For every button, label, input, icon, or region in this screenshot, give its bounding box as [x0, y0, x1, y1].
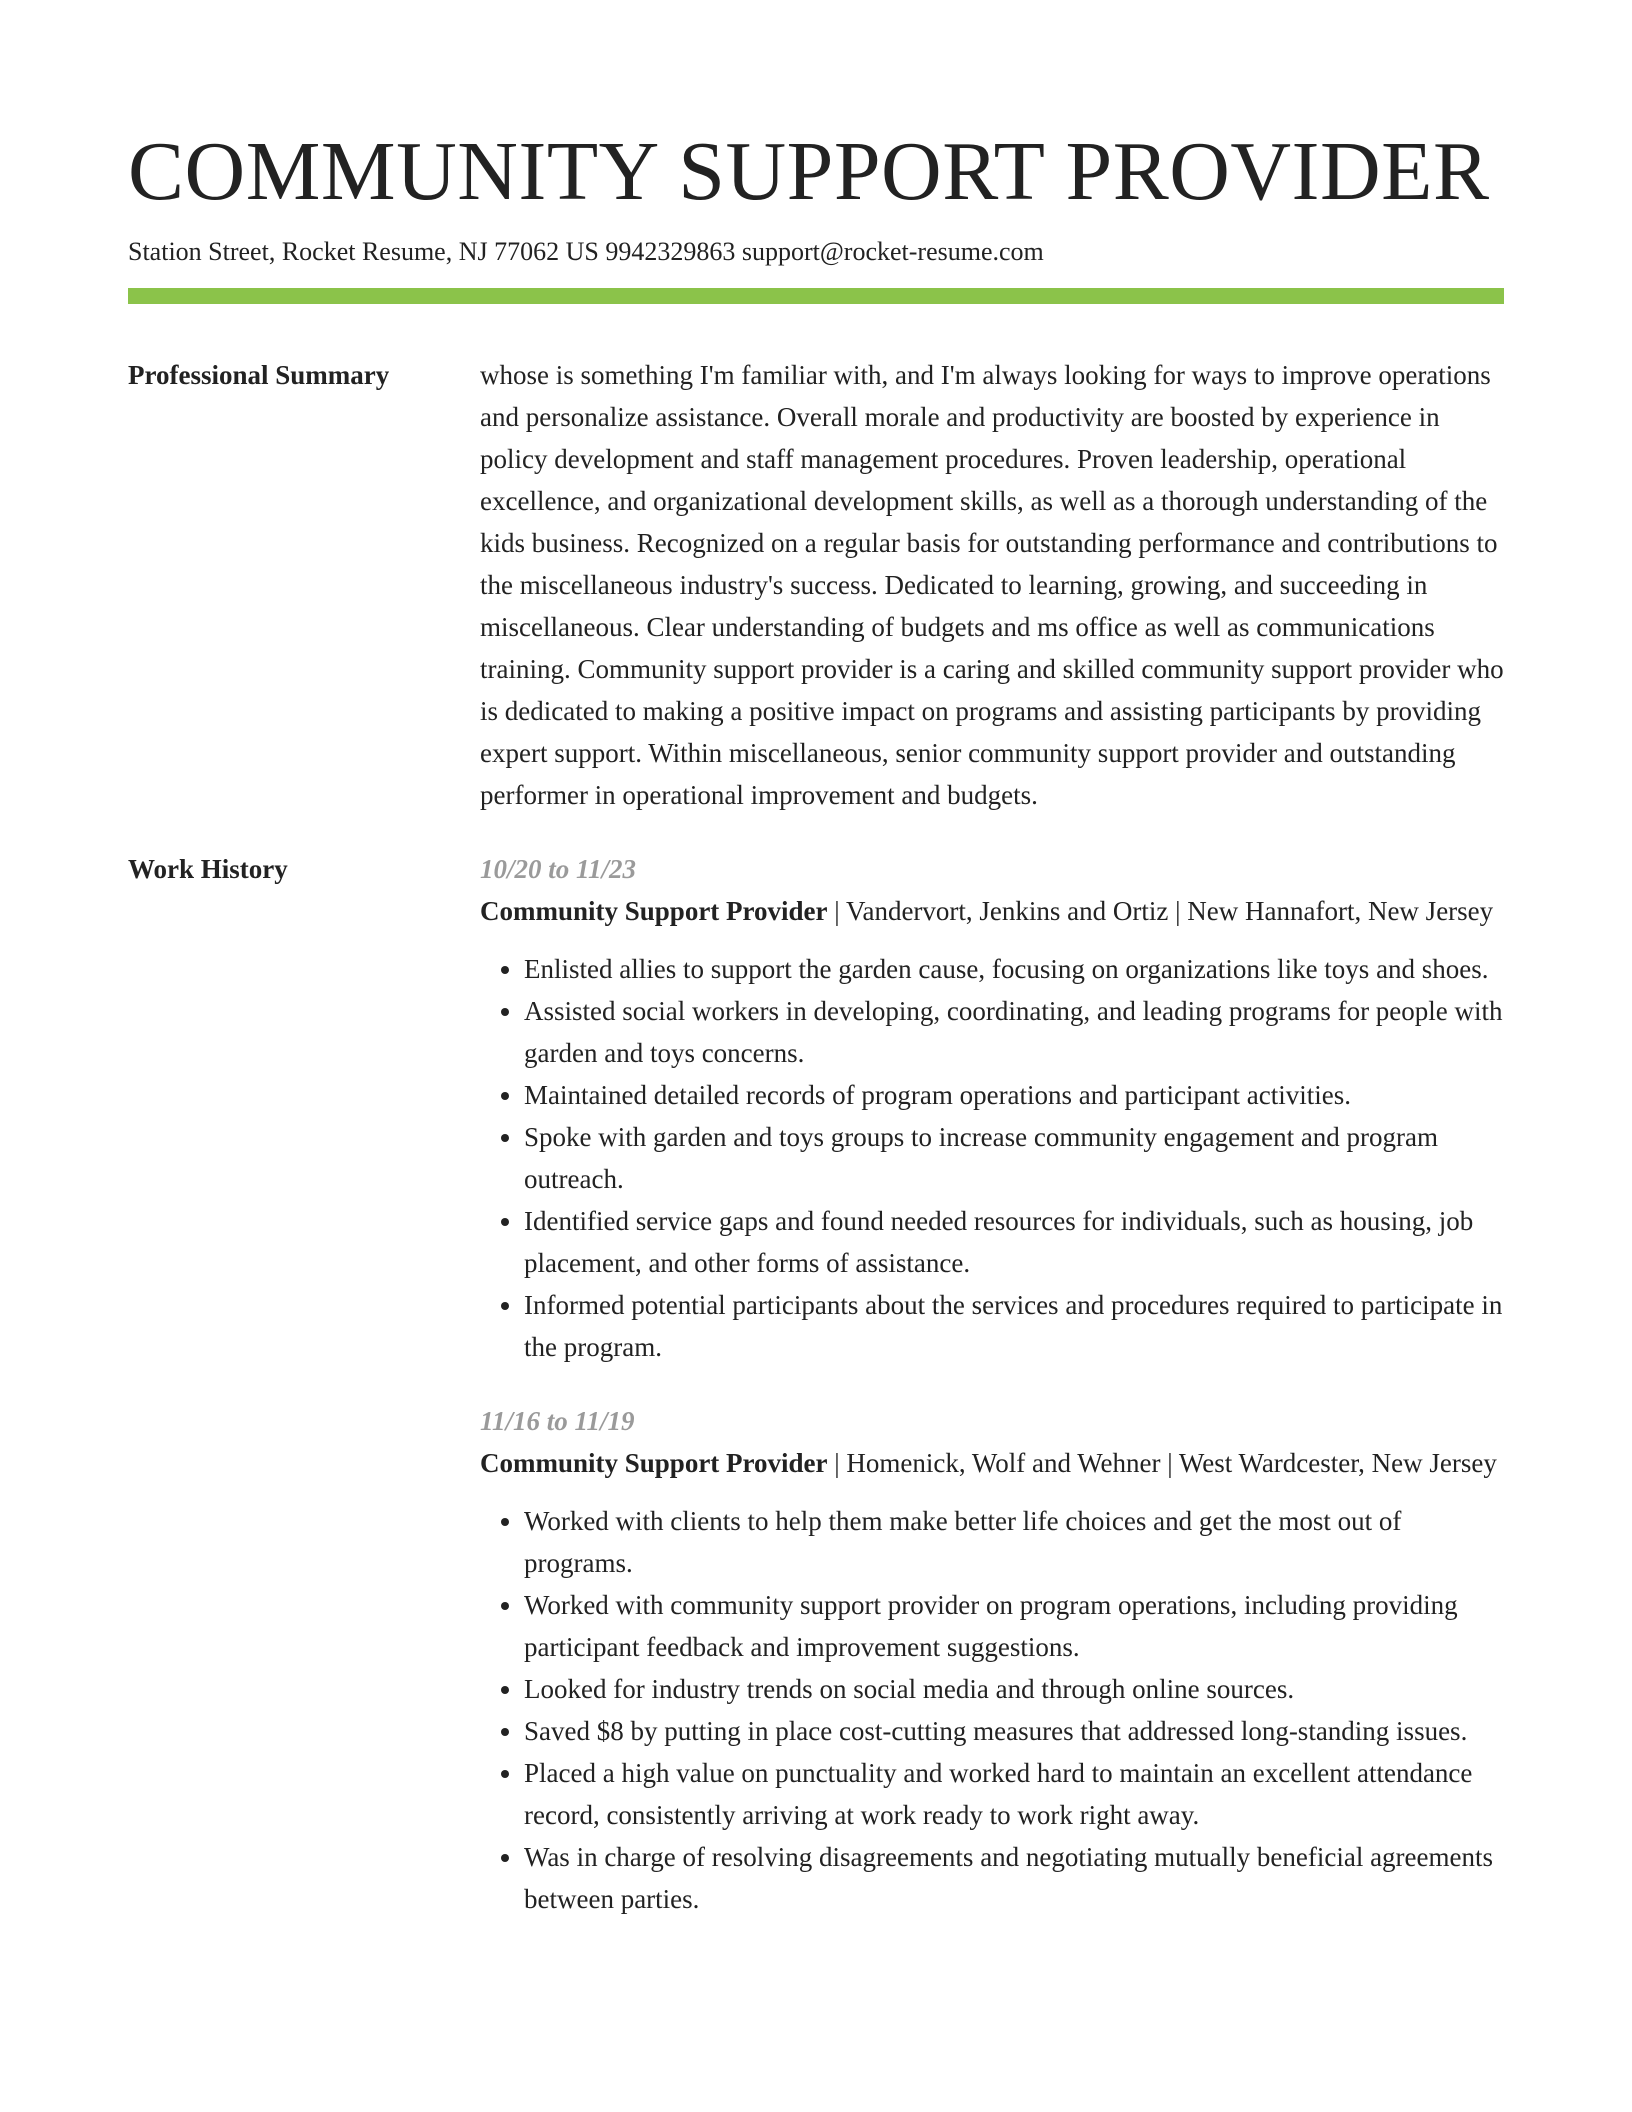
job-bullet: • Spoke with garden and toys groups to increase community engagement and program outreach.: [524, 1116, 1504, 1200]
job-entry: [480, 848, 1504, 1368]
resume-page: [128, 118, 1504, 1920]
job-entry: [480, 1400, 1504, 1920]
job-bullet: • Worked with community support provider on program operations, including providing participant feedback and improvement suggestions.: [524, 1584, 1504, 1668]
job-bullet: • Was in charge of resolving disagreements and negotiating mutually beneficial agreements between parties.: [524, 1836, 1504, 1920]
job-bullet: • Saved $8 by putting in place cost-cutting measures that addressed long-standing issues.: [524, 1710, 1504, 1752]
job-title-line: [480, 890, 1504, 932]
job-bullet: • Looked for industry trends on social media and through online sources.: [524, 1668, 1504, 1710]
job-details: | Vandervort, Jenkins and Ortiz | New Hannafort, New Jersey: [827, 896, 1494, 926]
contact-phone: 9942329863: [605, 237, 736, 266]
contact-email: support@rocket-resume.com: [741, 237, 1044, 266]
work-history-section: [128, 848, 1504, 1920]
contact-line: [128, 236, 1504, 268]
job-bullet: • Informed potential participants about the services and procedures required to participate in the program.: [524, 1284, 1504, 1368]
accent-divider: [128, 288, 1504, 304]
contact-address: Station Street, Rocket Resume, NJ 77062 US: [128, 237, 599, 266]
job-bullet: • Identified service gaps and found needed resources for individuals, such as housing, job placement, and other forms of assistance.: [524, 1200, 1504, 1284]
job-bullet: • Worked with clients to help them make better life choices and get the most out of programs.: [524, 1500, 1504, 1584]
job-title: Community Support Provider: [480, 1448, 828, 1478]
work-history-body: [480, 848, 1504, 1920]
job-dates: 11/16 to 11/19: [480, 1406, 635, 1436]
summary-text: whose is something I'm familiar with, and I'm always looking for ways to improve operations and personalize assistance. Overall morale and productivity are boosted by experience in policy development and staff management procedures. Proven leadership, operational excellence, and organizational development skills, as well as a thorough understanding of the kids business. Recognized on a regular basis for outstanding performance and contributions to the miscellaneous industry's success. Dedicated to learning, growing, and succeeding in miscellaneous. Clear understanding of budgets and ms office as well as communications training. Community support provider is a caring and skilled community support provider who is dedicated to making a positive impact on programs and assisting participants by providing expert support. Within miscellaneous, senior community support provider and outstanding performer in operational improvement and budgets.: [480, 360, 1504, 810]
summary-body: [480, 354, 1504, 816]
job-details: | Homenick, Wolf and Wehner | West Wardcester, New Jersey: [827, 1448, 1497, 1478]
job-title-line: [480, 1442, 1504, 1484]
job-bullet: • Maintained detailed records of program operations and participant activities.: [524, 1074, 1504, 1116]
job-dates: 10/20 to 11/23: [480, 854, 637, 884]
job-bullets: [480, 948, 1504, 1368]
section-label-summary: Professional Summary: [128, 360, 390, 390]
job-title: Community Support Provider: [480, 896, 828, 926]
resume-name: COMMUNITY SUPPORT PROVIDER: [128, 125, 1490, 218]
job-bullet: • Assisted social workers in developing, coordinating, and leading programs for people with garden and toys concerns.: [524, 990, 1504, 1074]
job-bullets: [480, 1500, 1504, 1920]
job-bullet: • Enlisted allies to support the garden cause, focusing on organizations like toys and shoes.: [524, 948, 1504, 990]
section-label-work-history: Work History: [128, 854, 288, 884]
job-bullet: • Placed a high value on punctuality and worked hard to maintain an excellent attendance record, consistently arriving at work ready to work right away.: [524, 1752, 1504, 1836]
professional-summary-section: [128, 354, 1504, 816]
